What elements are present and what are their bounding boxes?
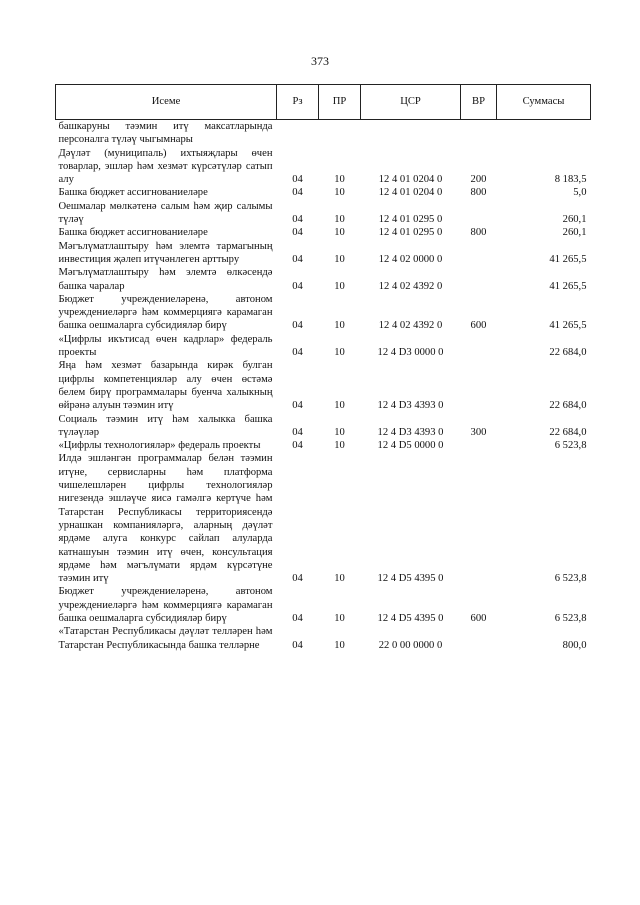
- row-pr: 10: [334, 347, 345, 359]
- row-rz: 04: [292, 227, 303, 239]
- row-rz: 04: [292, 347, 303, 359]
- row-csr: 12 4 D3 4393 0: [377, 426, 444, 438]
- row-name: Илдә эшләнгән программалар белән тәэмин итүне, сервисларны һәм платформа чишелешләрен цифрлы технологияләр нигезендә эшләүче яисә гамәлгә кертүче һәм Татарстан Республикасы территориясендә урнашкан компанияләргә, аларның дәүләт ярдәме алуга конкурс сайлап алуларда катнашуын тәэмин итү өчен, консультация ярдәме һәм мәгълүмати ярдәм күрсәтүне тәэмин итү: [58, 453, 273, 585]
- row-sum: 800,0: [562, 639, 587, 651]
- table-row: [56, 585, 591, 625]
- row-sum: [497, 120, 591, 147]
- row-sum: 41 265,5: [549, 253, 587, 265]
- row-rz: 04: [292, 400, 303, 412]
- row-vr: 300: [470, 426, 487, 438]
- row-pr: 10: [334, 227, 345, 239]
- table-row: [56, 333, 591, 360]
- row-csr: 12 4 02 4392 0: [378, 320, 443, 332]
- row-sum: 5,0: [573, 187, 587, 199]
- row-rz: 04: [292, 320, 303, 332]
- row-pr: 10: [334, 440, 345, 452]
- row-csr: 12 4 02 0000 0: [378, 253, 443, 265]
- row-sum: 6 523,8: [554, 612, 587, 624]
- row-vr: 600: [470, 320, 487, 332]
- row-name: «Цифрлы икътисад өчен кадрлар» федераль проекты: [58, 333, 273, 359]
- row-sum: 22 684,0: [549, 347, 587, 359]
- row-pr: [319, 120, 361, 147]
- row-csr: 12 4 D5 0000 0: [377, 440, 444, 452]
- row-csr: 12 4 D5 4395 0: [377, 612, 444, 624]
- row-sum: 22 684,0: [549, 400, 587, 412]
- budget-table: [55, 84, 591, 652]
- row-csr: 12 4 01 0204 0: [378, 174, 443, 186]
- row-pr: 10: [334, 253, 345, 265]
- row-sum: 8 183,5: [554, 174, 587, 186]
- row-pr: 10: [334, 639, 345, 651]
- row-name: Башка бюджет ассигнованиеләре: [58, 187, 208, 199]
- table-row: [56, 240, 591, 267]
- row-pr: 10: [334, 612, 345, 624]
- row-name: Яңа һәм хезмәт базарында кирәк булган цифрлы компетенцияләр алу өчен өстәмә белем бирү программалары буенча халыкның өйрәнә алуын тәэмин итү: [58, 360, 273, 412]
- table-row: [56, 359, 591, 412]
- row-name: башкаруны тәэмин итү максатларында персоналга түләү чыгымнары: [58, 121, 273, 146]
- row-pr: 10: [334, 174, 345, 186]
- row-sum: 260,1: [562, 214, 587, 226]
- table-row: [56, 147, 591, 187]
- page-number: 373: [311, 54, 329, 68]
- header-vr: ВР: [461, 85, 497, 120]
- row-pr: 10: [334, 187, 345, 199]
- row-vr: [461, 240, 497, 267]
- row-name: Бюджет учреждениеләренә, автоном учреждениеләргә һәм коммерциягә карамаган башка оешмаларга субсидияләр бирү: [58, 293, 273, 332]
- row-csr: 12 4 02 4392 0: [378, 280, 443, 292]
- row-vr: [461, 439, 497, 452]
- row-rz: 04: [292, 612, 303, 624]
- row-csr: [361, 120, 461, 147]
- table-row: [56, 266, 591, 293]
- row-pr: 10: [334, 400, 345, 412]
- row-csr: 12 4 01 0295 0: [378, 214, 443, 226]
- row-vr: [461, 359, 497, 412]
- row-pr: 10: [334, 573, 345, 585]
- row-sum: 6 523,8: [554, 440, 587, 452]
- row-vr: [461, 625, 497, 652]
- row-rz: 04: [292, 639, 303, 651]
- table-row: [56, 625, 591, 652]
- table-row: [56, 186, 591, 199]
- row-vr: [461, 200, 497, 227]
- row-sum: 41 265,5: [549, 280, 587, 292]
- row-pr: 10: [334, 214, 345, 226]
- row-name: «Татарстан Республикасы дәүләт телләрен һәм Татарстан Республикасында башка телләрне: [58, 626, 273, 651]
- table-row: [56, 120, 591, 147]
- row-csr: 12 4 01 0204 0: [378, 187, 443, 199]
- row-csr: 12 4 01 0295 0: [378, 227, 443, 239]
- row-rz: 04: [292, 253, 303, 265]
- table-row: [56, 293, 591, 333]
- table-header-row: [56, 85, 591, 120]
- row-sum: 22 684,0: [549, 426, 587, 438]
- row-csr: 12 4 D5 4395 0: [377, 573, 444, 585]
- header-name: Исеме: [56, 85, 277, 120]
- row-name: Башка бюджет ассигнованиеләре: [58, 227, 208, 239]
- table-row: [56, 413, 591, 440]
- header-sum: Суммасы: [497, 85, 591, 120]
- row-vr: [461, 452, 497, 585]
- row-csr: 12 4 D3 4393 0: [377, 400, 444, 412]
- row-name: Мәгълүматлаштыру һәм элемтә тармагының инвестиция җәлеп итүчәнлеген арттыру: [58, 240, 273, 265]
- table-row: [56, 439, 591, 452]
- row-vr: [461, 333, 497, 360]
- row-name: Социаль тәэмин итү һәм халыкка башка түләүләр: [58, 413, 273, 438]
- row-vr: 600: [470, 612, 487, 624]
- row-rz: 04: [292, 174, 303, 186]
- row-rz: [277, 120, 319, 147]
- row-vr: 800: [470, 187, 487, 199]
- row-name: Оешмалар мөлкәтенә салым һәм җир салымы түләү: [58, 200, 273, 226]
- row-name: Мәгълүматлаштыру һәм элемтә өлкәсендә башка чаралар: [58, 267, 273, 292]
- row-name: Бюджет учреждениеләренә, автоном учреждениеләргә һәм коммерциягә карамаган башка оешмаларга субсидияләр бирү: [58, 586, 273, 624]
- table-row: [56, 452, 591, 585]
- row-vr: 200: [470, 174, 487, 186]
- row-vr: 800: [470, 227, 487, 239]
- row-csr: 22 0 00 0000 0: [378, 639, 443, 651]
- row-pr: 10: [334, 426, 345, 438]
- row-name: «Цифрлы технологияләр» федераль проекты: [58, 440, 261, 452]
- row-pr: 10: [334, 320, 345, 332]
- table-row: [56, 226, 591, 239]
- row-vr: [461, 266, 497, 293]
- row-rz: 04: [292, 214, 303, 226]
- header-pr: ПР: [319, 85, 361, 120]
- table-row: [56, 200, 591, 227]
- header-csr: ЦСР: [361, 85, 461, 120]
- row-rz: 04: [292, 187, 303, 199]
- row-rz: 04: [292, 573, 303, 585]
- row-rz: 04: [292, 280, 303, 292]
- row-sum: 260,1: [562, 227, 587, 239]
- row-rz: 04: [292, 440, 303, 452]
- row-rz: 04: [292, 426, 303, 438]
- row-pr: 10: [334, 280, 345, 292]
- header-rz: Рз: [277, 85, 319, 120]
- row-csr: 12 4 D3 0000 0: [377, 347, 444, 359]
- row-sum: 6 523,8: [554, 573, 587, 585]
- row-sum: 41 265,5: [549, 320, 587, 332]
- row-name: Дәүләт (муниципаль) ихтыяҗлары өчен товарлар, эшләр һәм хезмәт күрсәтүләр сатып алу: [58, 147, 273, 186]
- row-vr: [461, 120, 497, 147]
